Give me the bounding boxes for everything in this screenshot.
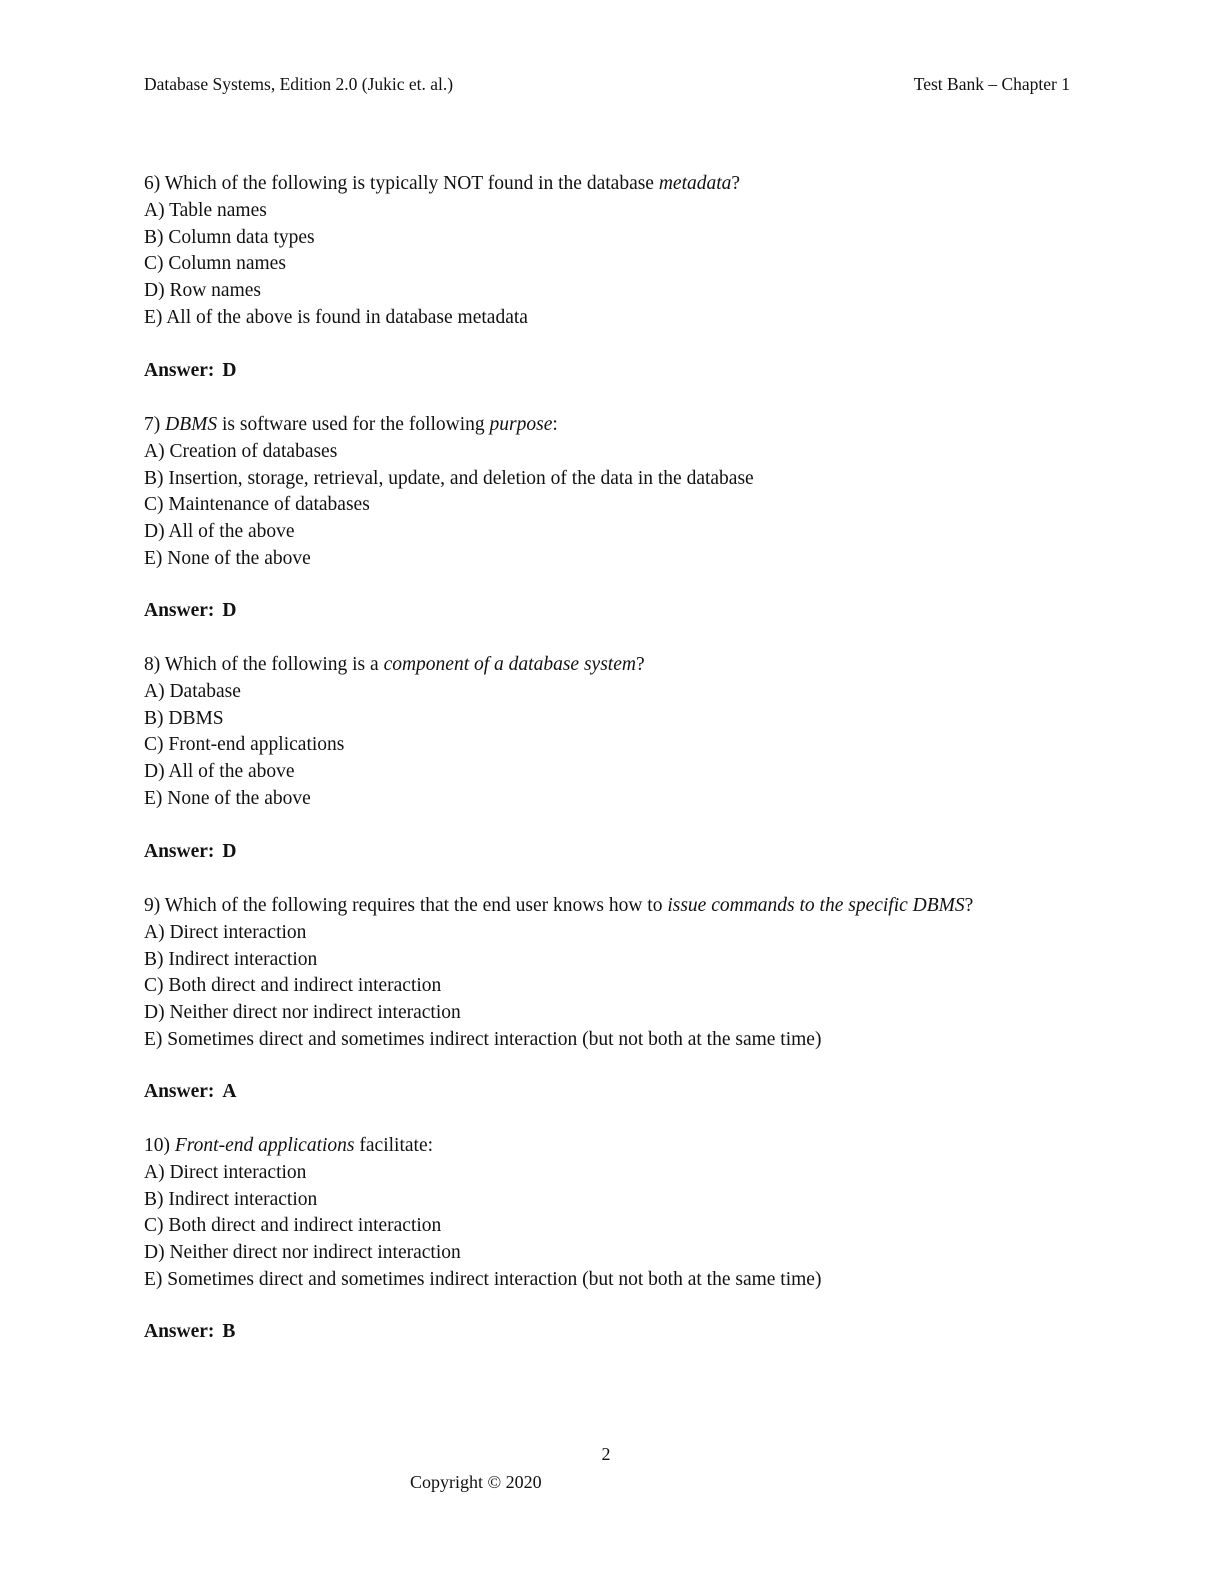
option-c: C) Both direct and indirect interaction: [144, 1215, 442, 1237]
answer-6: [144, 360, 237, 382]
question-10: [144, 1133, 1084, 1294]
question-stem: 7) DBMS is software used for the following purpose:: [144, 414, 558, 435]
option-d: D) All of the above: [144, 521, 295, 543]
header-chapter: Test Bank – Chapter 1: [913, 74, 1070, 94]
option-d: D) Row names: [144, 280, 261, 302]
answer-value: D: [222, 600, 237, 621]
option-c: C) Column names: [144, 253, 286, 275]
answer-7: [144, 600, 237, 622]
option-c: C) Front-end applications: [144, 734, 345, 756]
question-stem: 10) Front-end applications facilitate:: [144, 1135, 434, 1156]
answer-label: Answer:: [144, 360, 215, 381]
option-a: A) Creation of databases: [144, 440, 338, 462]
page-header: [144, 74, 1070, 98]
answer-label: Answer:: [144, 1081, 215, 1102]
question-6: [144, 171, 1084, 332]
answer-9: [144, 1081, 237, 1103]
answer-label: Answer:: [144, 1321, 215, 1342]
option-e: E) None of the above: [144, 787, 311, 809]
option-b: B) DBMS: [144, 707, 224, 729]
question-stem: 8) Which of the following is a component of a database system?: [144, 654, 645, 675]
option-d: D) Neither direct nor indirect interaction: [144, 1002, 461, 1024]
option-e: E) Sometimes direct and sometimes indirect interaction (but not both at the same time): [144, 1268, 822, 1290]
answer-value: B: [222, 1321, 236, 1342]
option-a: A) Direct interaction: [144, 921, 307, 943]
option-e: E) All of the above is found in database metadata: [144, 306, 528, 328]
option-c: C) Maintenance of databases: [144, 494, 370, 516]
question-7: [144, 412, 1084, 573]
answer-value: D: [222, 841, 237, 862]
option-e: E) Sometimes direct and sometimes indirect interaction (but not both at the same time): [144, 1028, 822, 1050]
question-9: [144, 893, 1084, 1054]
option-b: B) Indirect interaction: [144, 948, 318, 970]
answer-value: D: [222, 360, 237, 381]
option-b: B) Indirect interaction: [144, 1188, 318, 1210]
answer-label: Answer:: [144, 600, 215, 621]
option-b: B) Column data types: [144, 226, 315, 248]
copyright-notice: Copyright © 2020: [410, 1472, 542, 1492]
answer-value: A: [222, 1081, 237, 1102]
option-a: A) Table names: [144, 199, 267, 221]
option-d: D) All of the above: [144, 761, 295, 783]
question-8: [144, 652, 1084, 813]
option-a: A) Direct interaction: [144, 1161, 307, 1183]
option-b: B) Insertion, storage, retrieval, update, and deletion of the data in the database: [144, 467, 754, 489]
question-stem: 6) Which of the following is typically NOT found in the database metadata?: [144, 173, 741, 194]
option-a: A) Database: [144, 680, 241, 702]
header-book-title: Database Systems, Edition 2.0 (Jukic et. al.): [144, 74, 454, 94]
page-number: 2: [601, 1444, 611, 1464]
option-d: D) Neither direct nor indirect interaction: [144, 1242, 461, 1264]
answer-label: Answer:: [144, 841, 215, 862]
option-c: C) Both direct and indirect interaction: [144, 975, 442, 997]
question-stem: 9) Which of the following requires that the end user knows how to issue commands to the specific DBMS?: [144, 895, 974, 916]
answer-8: [144, 841, 237, 863]
answer-10: [144, 1321, 235, 1343]
option-e: E) None of the above: [144, 547, 311, 569]
